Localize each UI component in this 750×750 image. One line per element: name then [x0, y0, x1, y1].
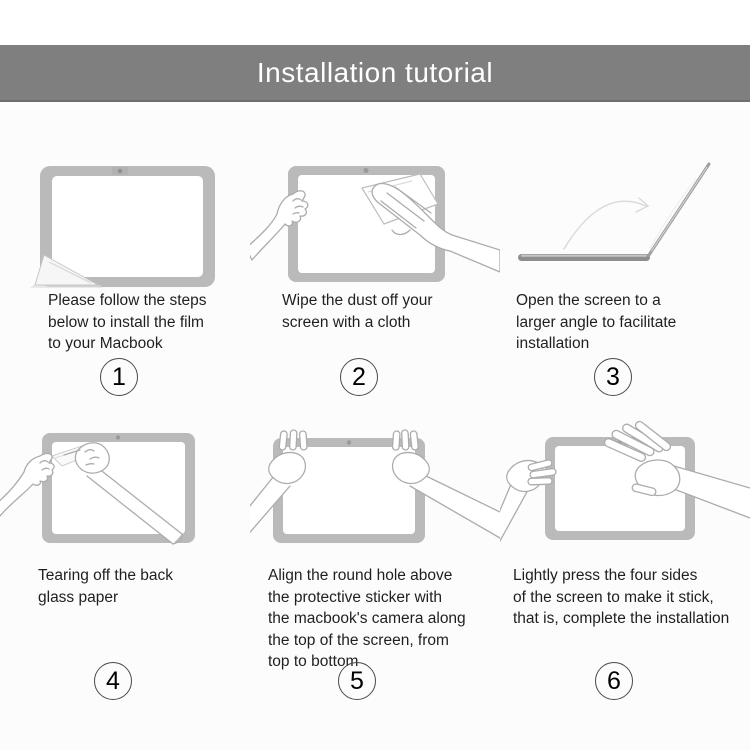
caption-line: of the screen to make it stick, — [513, 588, 714, 606]
caption-line: Please follow the steps — [48, 292, 207, 309]
caption-line: the protective sticker with — [268, 588, 443, 606]
caption-line: Lightly press the four sides — [513, 567, 698, 584]
caption-line: the top of the screen, from — [268, 631, 449, 649]
step-number: 3 — [606, 362, 620, 391]
step-6-number-badge — [595, 662, 633, 700]
step-1-number-badge — [100, 358, 138, 396]
caption-line: that is, complete the installation — [513, 610, 730, 628]
press-sides-icon — [500, 420, 750, 563]
caption-line: screen with a cloth — [282, 313, 411, 331]
step-2 — [250, 102, 500, 410]
step-3-number-badge — [594, 358, 632, 396]
step-6-illustration — [500, 420, 750, 563]
step-2-illustration — [250, 102, 500, 288]
caption-line: to your Macbook — [48, 335, 163, 353]
page-title: Installation tutorial — [256, 56, 494, 88]
step-number: 2 — [352, 362, 366, 391]
caption-line: Tearing off the back — [38, 567, 173, 584]
caption-line: below to install the film — [48, 313, 204, 331]
step-number: 6 — [607, 666, 621, 695]
caption-line: Align the round hole above — [268, 567, 453, 584]
caption-line: the macbook's camera along — [268, 610, 466, 628]
caption-line: installation — [516, 335, 590, 353]
tear-back-paper-icon — [0, 420, 250, 563]
step-number: 4 — [106, 666, 120, 695]
step-3 — [500, 102, 750, 410]
steps-grid — [0, 102, 750, 750]
open-laptop-icon — [500, 102, 750, 288]
step-4-caption — [0, 565, 250, 608]
step-1-caption — [0, 290, 250, 355]
step-2-caption — [250, 290, 500, 333]
open-direction-arrow — [564, 198, 648, 249]
caption-line: larger angle to facilitate — [516, 313, 677, 331]
step-3-caption — [500, 290, 750, 355]
step-6 — [500, 410, 750, 750]
step-5-illustration — [250, 420, 500, 563]
caption-line: glass paper — [38, 588, 119, 606]
step-4 — [0, 410, 250, 750]
step-number: 1 — [112, 362, 126, 391]
step-1 — [0, 102, 250, 410]
laptop-base — [518, 254, 650, 261]
caption-line: Wipe the dust off your — [282, 292, 433, 309]
step-4-illustration — [0, 420, 250, 563]
laptop-screen — [649, 164, 709, 255]
align-film-icon — [250, 420, 500, 563]
step-6-caption — [500, 565, 750, 630]
caption-line: Open the screen to a — [516, 292, 661, 309]
step-5-caption — [250, 565, 500, 673]
step-number: 5 — [350, 666, 364, 695]
caption-line: top to bottom — [268, 653, 359, 671]
step-5-number-badge — [338, 662, 376, 700]
step-5 — [250, 410, 500, 750]
step-4-number-badge — [94, 662, 132, 700]
wipe-screen-icon — [250, 102, 500, 288]
step-1-illustration — [0, 102, 250, 288]
header-bar — [0, 45, 750, 102]
screen-film-peel-icon — [0, 102, 250, 288]
step-2-number-badge — [340, 358, 378, 396]
step-3-illustration — [500, 102, 750, 288]
